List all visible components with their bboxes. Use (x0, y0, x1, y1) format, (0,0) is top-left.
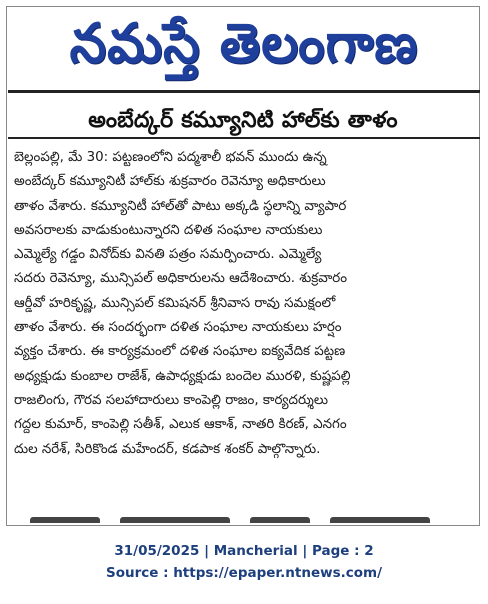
article-line: అధ్యక్షుడు కుంబాల రాజేశ్, ఉపాధ్యక్షుడు బందెల మురళి, కుష్ణపల్లి (14, 368, 351, 384)
cut-off-next-article (30, 515, 450, 523)
article-line: తాళం వేశారు. ఈ సందర్భంగా దళిత సంఘాల నాయకులు హర్షం (14, 320, 342, 336)
article-line: అవసరాలకు వాడుకుంటున్నారని దళిత సంఘాల నాయకులు (14, 222, 323, 238)
newspaper-masthead (8, 8, 480, 80)
article-line: ఎమ్మెల్యే గడ్డం వినోద్‌కు వినతి పత్రం సమర్పించారు. ఎమ్మెల్యే (14, 247, 322, 263)
clipping-meta: 31/05/2025 | Mancherial | Page : 2 (114, 543, 374, 559)
source-link[interactable]: Source : https://epaper.ntnews.com/ (105, 565, 383, 581)
article-line: రాజలింగు, గౌరవ సలహాదారులు కాంపెల్లి రాజం, కార్యదర్శులు (14, 392, 328, 408)
masthead-divider (8, 90, 480, 93)
article-line: తాళం వేశారు. కమ్యూనిటీ హాల్‌తో పాటు అక్కడి స్థలాన్ని వ్యాపార (14, 198, 347, 214)
article-line: అంబేద్కర్ కమ్యూనిటీ హాల్‌కు శుక్రవారం రెవెన్యూ అధికారులు (14, 174, 326, 190)
article-line: గద్దల కుమార్, కాంపెల్లి సతీశ్, ఎలుక ఆకాశ్, నాతరి కిరణ్, ఎనగం (14, 417, 347, 433)
article-line: ఆర్డీవో హరికృష్ణ, మున్సిపల్ కమిషనర్ శ్రీనివాస రావు సమక్షంలో (14, 295, 336, 311)
article-line: బెల్లంపల్లి, మే 30: పట్టణంలోని పద్మశాలీ భవన్ ముందు ఉన్న (14, 150, 327, 165)
headline-divider (8, 137, 480, 139)
article-line: దుల నరేశ్, సిరికొండ మహేందర్, కడపాక శంకర్ పాల్గొన్నారు. (14, 441, 321, 457)
article-line: సదరు రెవెన్యూ, మున్సిపల్ అధికారులను ఆదేశించారు. శుక్రవారం (14, 271, 348, 287)
article-line: వ్యక్తం చేశారు. ఈ కార్యక్రమంలో దళిత సంఘాల ఐక్యవేదిక పట్టణ (14, 344, 346, 360)
masthead-title: నమస్తే తెలంగాణ (69, 12, 419, 76)
article-body (14, 146, 474, 462)
article-headline: అంబేద్కర్ కమ్యూనిటి హాల్‌కు తాళం (88, 108, 398, 133)
